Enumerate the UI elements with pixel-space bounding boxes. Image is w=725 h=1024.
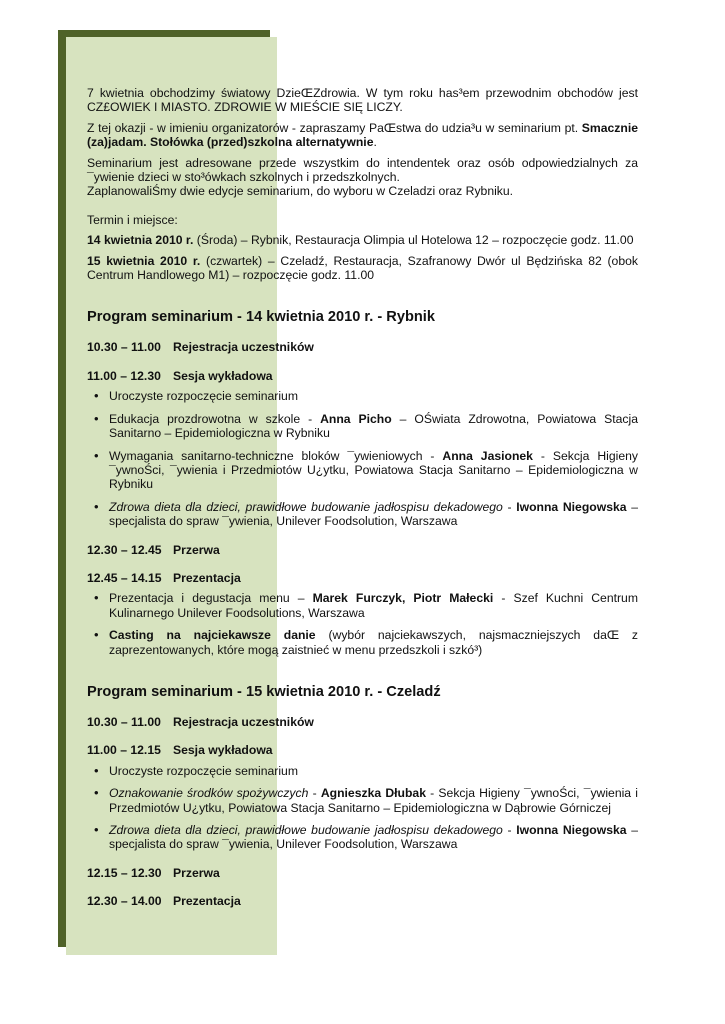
- list-item: • Uroczyste rozpoczęcie seminarium: [109, 764, 638, 778]
- list-item: • Zdrowa dieta dla dzieci, prawidłowe budowanie jadłospisu dekadowego - Iwonna Niegowska – specjalista do spraw ¯ywienia, Unilever Foodsolution, Warszawa: [109, 823, 638, 852]
- program-1-slot-break: 12.30 – 12.45 Przerwa: [87, 542, 220, 557]
- program-1-lecture-list: [87, 389, 638, 528]
- termin-label: Termin i miejsce:: [87, 212, 178, 227]
- program-1-title: Program seminarium - 14 kwietnia 2010 r. - Rybnik: [87, 309, 435, 326]
- program-2-slot-break: 12.15 – 12.30 Przerwa: [87, 865, 220, 880]
- program-2-slot-registration: 10.30 – 11.00 Rejestracja uczestników: [87, 714, 314, 729]
- program-2-lecture-list: [87, 764, 638, 852]
- program-1-slot-registration: 10.30 – 11.00 Rejestracja uczestników: [87, 340, 314, 355]
- program-2-title: Program seminarium - 15 kwietnia 2010 r. - Czeladź: [87, 683, 441, 700]
- program-2-slot-lectures: 11.00 – 12.15 Sesja wykładowa: [87, 743, 273, 758]
- program-1-slot-presentation: 12.45 – 14.15 Prezentacja: [87, 570, 241, 585]
- document-body: [87, 86, 638, 909]
- intro-paragraph-1: 7 kwietnia obchodzimy światowy DzieŒZdrowia. W tym roku has³em przewodnim obchodów jest CZ£OWIEK I MIASTO. ZDROWIE W MIEŚCIE SIĘ LICZY.: [87, 86, 638, 115]
- program-1-slot-lectures: 11.00 – 12.30 Sesja wykładowa: [87, 368, 273, 383]
- program-2-slot-presentation: 12.30 – 14.00 Prezentacja: [87, 894, 241, 909]
- intro-paragraph-4: ZaplanowaliŚmy dwie edycje seminarium, do wyboru w Czeladzi oraz Rybniku.: [87, 184, 514, 199]
- intro-paragraph-2: Z tej okazji - w imieniu organizatorów - zapraszamy PaŒstwa do udzia³u w seminarium pt. Smacznie (za)jadam. Stołówka (przed)szkolna alternatywnie.: [87, 120, 638, 150]
- program-1-presentation-list: [87, 591, 638, 657]
- list-item: • Zdrowa dieta dla dzieci, prawidłowe budowanie jadłospisu dekadowego - Iwonna Niegowska – specjalista do spraw ¯ywienia, Unilever Foodsolution, Warszawa: [109, 500, 638, 529]
- list-item: • Oznakowanie środków spożywczych - Agnieszka Dłubak - Sekcja Higieny ¯ywnoŚci, ¯ywienia i Przedmiotów U¿ytku, Powiatowa Stacja Sanitarno – Epidemiologiczna w Dąbrowie Górniczej: [109, 786, 638, 815]
- list-item: • Wymagania sanitarno-techniczne bloków ¯ywieniowych - Anna Jasionek - Sekcja Higieny ¯ywnoŚci, ¯ywienia i Przedmiotów U¿ytku, Powiatowa Stacja Sanitarno – Epidemiologiczna w Rybniku: [109, 449, 638, 492]
- list-item: • Uroczyste rozpoczęcie seminarium: [109, 389, 638, 403]
- seminar-title: Smacznie (za)jadam. Stołówka (przed)szkolna alternatywnie: [87, 120, 638, 150]
- list-item: • Edukacja prozdrowotna w szkole - Anna Picho – OŚwiata Zdrowotna, Powiatowa Stacja Sanitarno – Epidemiologiczna w Rybniku: [109, 412, 638, 441]
- list-item: • Prezentacja i degustacja menu – Marek Furczyk, Piotr Małecki - Szef Kuchni Centrum Kulinarnego Unilever Foodsolutions, Warszawa: [109, 591, 638, 620]
- intro-paragraph-3: Seminarium jest adresowane przede wszystkim do intendentek oraz osób odpowiedzialnych za ¯ywienie dzieci w sto³ówkach szkolnych i przedszkolnych.: [87, 155, 638, 185]
- date-line-1: 14 kwietnia 2010 r. (Środa) – Rybnik, Restauracja Olimpia ul Hotelowa 12 – rozpoczęcie godz. 11.00: [87, 233, 634, 248]
- date-line-2: 15 kwietnia 2010 r. (czwartek) – Czeladź, Restauracja, Szafranowy Dwór ul Będzińska 82 (obok Centrum Handlowego M1) – rozpoczęcie godz. 11.00: [87, 253, 638, 283]
- list-item: • Casting na najciekawsze danie (wybór najciekawszych, najsmaczniejszych daŒ z zaprezentowanych, które mogą zaistnieć w menu przedszkoli i szkó³): [109, 628, 638, 657]
